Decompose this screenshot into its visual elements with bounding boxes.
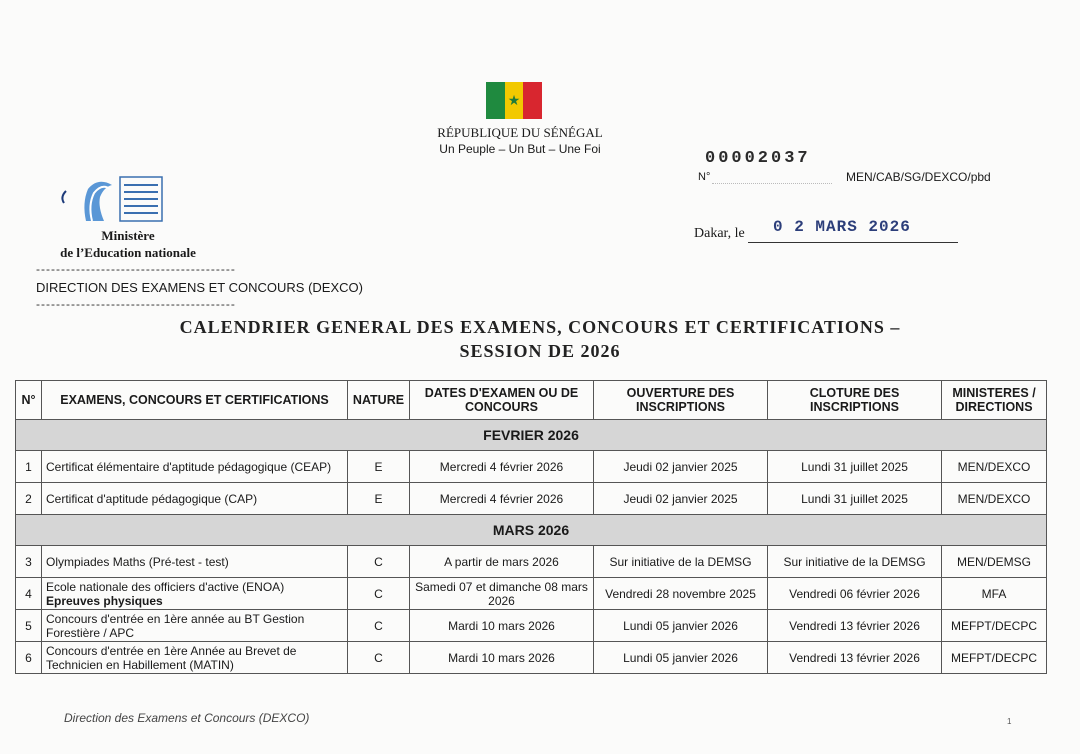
- cell-date: Mardi 10 mars 2026: [410, 610, 594, 642]
- cell-nature: E: [348, 483, 410, 515]
- date-line: [748, 242, 958, 243]
- cell-nature: C: [348, 610, 410, 642]
- ministry-name-line2: de l’Education nationale: [60, 245, 196, 260]
- flag-green-band: [486, 82, 505, 119]
- cell-date: A partir de mars 2026: [410, 546, 594, 578]
- header-exam: EXAMENS, CONCOURS ET CERTIFICATIONS: [42, 381, 348, 420]
- cell-date: Samedi 07 et dimanche 08 mars 2026: [410, 578, 594, 610]
- cell-number: 6: [16, 642, 42, 674]
- cell-exam: Olympiades Maths (Pré-test - test): [42, 546, 348, 578]
- cell-ministry: MEN/DEMSG: [942, 546, 1047, 578]
- month-label: MARS 2026: [16, 515, 1047, 546]
- cell-opening: Vendredi 28 novembre 2025: [594, 578, 768, 610]
- cell-ministry: MEN/DEXCO: [942, 483, 1047, 515]
- month-row-march: [16, 515, 1047, 546]
- cell-exam: Certificat d'aptitude pédagogique (CAP): [42, 483, 348, 515]
- header-dates: DATES D'EXAMEN OU DE CONCOURS: [410, 381, 594, 420]
- cell-exam: Certificat élémentaire d'aptitude pédagogique (CEAP): [42, 451, 348, 483]
- republic-title: RÉPUBLIQUE DU SÉNÉGAL: [437, 125, 603, 140]
- cell-number: 1: [16, 451, 42, 483]
- cell-ministry: MEFPT/DECPC: [942, 642, 1047, 674]
- title-line1: CALENDRIER GENERAL DES EXAMENS, CONCOURS ET CERTIFICATIONS –: [179, 317, 901, 337]
- footer-direction: Direction des Examens et Concours (DEXCO): [64, 711, 310, 725]
- cell-exam: Concours d'entrée en 1ère année au BT Gestion Forestière / APC: [42, 610, 348, 642]
- senegal-flag: [486, 82, 542, 119]
- separator-top: ----------------------------------------: [36, 262, 236, 276]
- reference-stamp: 00002037: [705, 149, 811, 168]
- cell-closing: Lundi 31 juillet 2025: [768, 451, 942, 483]
- table-header-row: [16, 381, 1047, 420]
- cell-exam: Concours d'entrée en 1ère Année au Brevet de Technicien en Habillement (MATIN): [42, 642, 348, 674]
- header-closing: CLOTURE DES INSCRIPTIONS: [768, 381, 942, 420]
- star-icon: ★: [507, 91, 521, 108]
- document-title: [60, 315, 1020, 363]
- cell-ministry: MFA: [942, 578, 1047, 610]
- cell-closing: Vendredi 13 février 2026: [768, 642, 942, 674]
- flag-red-band: [523, 82, 542, 119]
- cell-opening: Jeudi 02 janvier 2025: [594, 483, 768, 515]
- cell-ministry: MEFPT/DECPC: [942, 610, 1047, 642]
- reference-blank-line: [712, 183, 832, 184]
- calendar-table: [15, 380, 1047, 674]
- cell-nature: C: [348, 546, 410, 578]
- cell-opening: Lundi 05 janvier 2026: [594, 610, 768, 642]
- cell-number: 5: [16, 610, 42, 642]
- separator-bottom: ----------------------------------------: [36, 297, 236, 311]
- exam-subtitle: Epreuves physiques: [46, 593, 163, 608]
- cell-ministry: MEN/DEXCO: [942, 451, 1047, 483]
- reference-code: MEN/CAB/SG/DEXCO/pbd: [846, 170, 991, 184]
- page-number: 1: [1007, 717, 1012, 726]
- cell-nature: C: [348, 578, 410, 610]
- table-row: [16, 642, 1047, 674]
- cell-date: Mercredi 4 février 2026: [410, 451, 594, 483]
- ministry-name: [38, 227, 218, 261]
- cell-date: Mardi 10 mars 2026: [410, 642, 594, 674]
- title-line2: SESSION DE 2026: [459, 341, 621, 361]
- table-row: [16, 610, 1047, 642]
- table-row: [16, 451, 1047, 483]
- cell-opening: Lundi 05 janvier 2026: [594, 642, 768, 674]
- national-motto: Un Peuple – Un But – Une Foi: [439, 142, 601, 156]
- header-nature: NATURE: [348, 381, 410, 420]
- cell-closing: Vendredi 13 février 2026: [768, 610, 942, 642]
- cell-nature: C: [348, 642, 410, 674]
- month-row-february: [16, 420, 1047, 451]
- cell-nature: E: [348, 451, 410, 483]
- exam-name: Ecole nationale des officiers d'active (ENOA): [46, 579, 285, 594]
- ministry-logo: [56, 173, 166, 223]
- reference-label: N°: [698, 171, 711, 183]
- flag-yellow-band: [505, 82, 524, 119]
- cell-opening: Jeudi 02 janvier 2025: [594, 451, 768, 483]
- cell-closing: Sur initiative de la DEMSG: [768, 546, 942, 578]
- date-stamp: 0 2 MARS 2026: [773, 218, 911, 236]
- cell-closing: Vendredi 06 février 2026: [768, 578, 942, 610]
- direction-name: DIRECTION DES EXAMENS ET CONCOURS (DEXCO): [36, 280, 363, 295]
- cell-opening: Sur initiative de la DEMSG: [594, 546, 768, 578]
- header-number: N°: [16, 381, 42, 420]
- cell-number: 2: [16, 483, 42, 515]
- header-ministries: MINISTERES / DIRECTIONS: [942, 381, 1047, 420]
- cell-closing: Lundi 31 juillet 2025: [768, 483, 942, 515]
- table-row: [16, 578, 1047, 610]
- cell-number: 3: [16, 546, 42, 578]
- month-label: FEVRIER 2026: [16, 420, 1047, 451]
- table-row: [16, 483, 1047, 515]
- dakar-label: Dakar, le: [694, 226, 745, 241]
- header-opening: OUVERTURE DES INSCRIPTIONS: [594, 381, 768, 420]
- table-row: [16, 546, 1047, 578]
- cell-date: Mercredi 4 février 2026: [410, 483, 594, 515]
- cell-exam: [42, 578, 348, 610]
- cell-number: 4: [16, 578, 42, 610]
- ministry-name-line1: Ministère: [101, 228, 155, 243]
